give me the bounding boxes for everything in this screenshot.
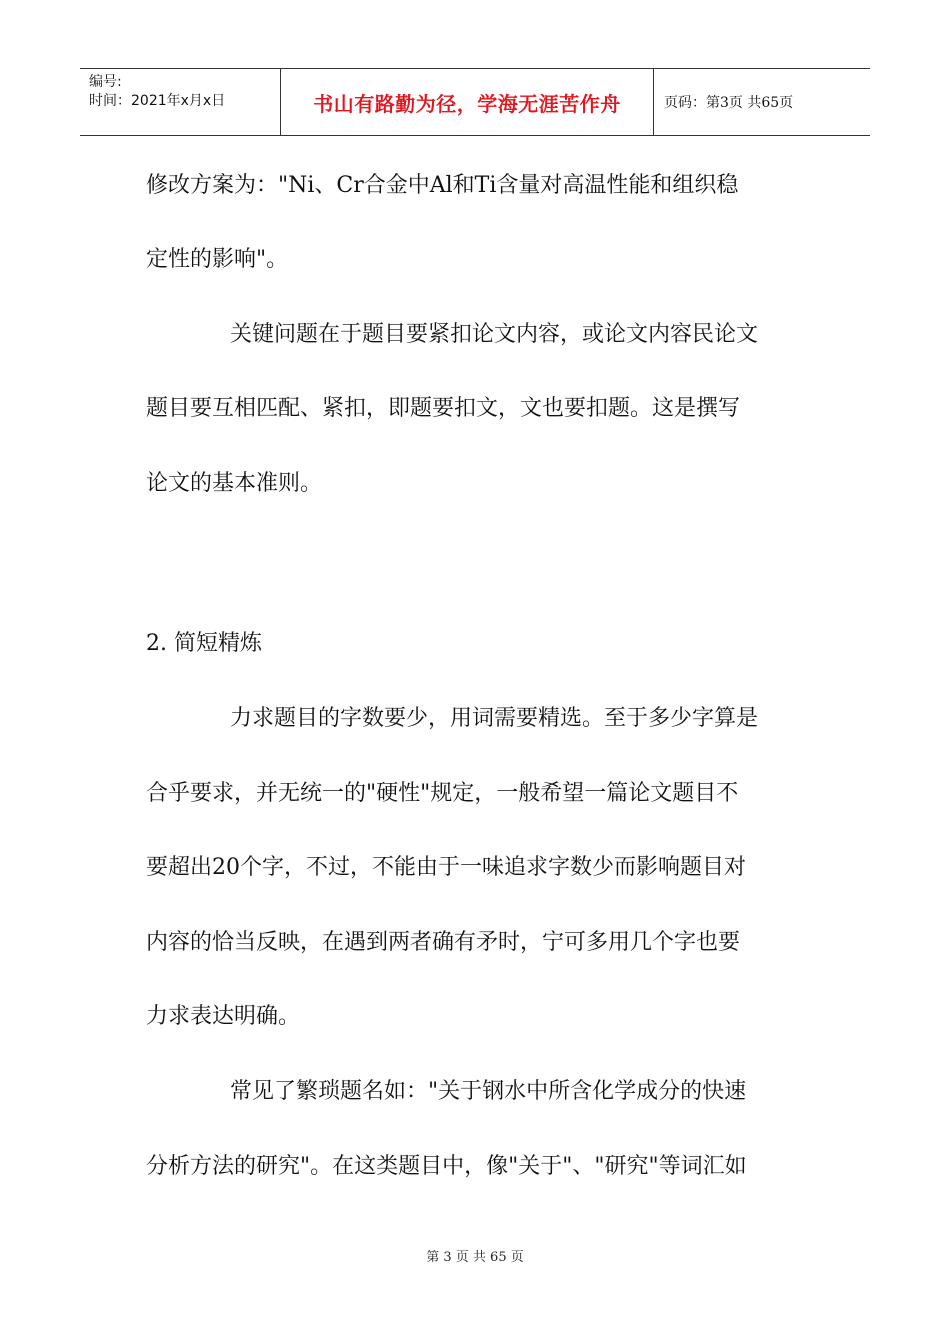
header-motto: 书山有路勤为径，学海无涯苦作舟 xyxy=(313,91,621,116)
body-line: 修改方案为："Ni、Cr合金中Al和Ti含量对高温性能和组织稳 xyxy=(146,173,739,198)
body-line: 关键问题在于题目要紧扣论文内容，或论文内容民论文 xyxy=(230,322,759,347)
body-line: 论文的基本准则。 xyxy=(146,471,323,496)
body-line: 分析方法的研究"。在这类题目中，像"关于"、"研究"等词汇如 xyxy=(146,1154,747,1179)
header-page-info-cell xyxy=(654,69,870,135)
document-number-label: 编号: xyxy=(89,74,122,90)
header-page-info: 页码：第3页 共65页 xyxy=(664,95,794,111)
body-line: 常见了繁琐题名如："关于钢水中所含化学成分的快速 xyxy=(230,1079,747,1104)
body-line: 力求题目的字数要少，用词需要精选。至于多少字算是 xyxy=(230,706,759,731)
body-line: 合乎要求，并无统一的"硬性"规定，一般希望一篇论文题目不 xyxy=(146,781,739,806)
section-heading: 2. 简短精炼 xyxy=(146,631,262,656)
header-meta xyxy=(80,69,281,135)
body-line: 定性的影响"。 xyxy=(146,247,289,272)
page-footer: 第 3 页 共 65 页 xyxy=(426,1250,524,1265)
body-line: 力求表达明确。 xyxy=(146,1004,301,1029)
document-time-label: 时间：2021年x月x日 xyxy=(89,93,226,109)
page-header xyxy=(80,68,870,136)
header-motto-cell xyxy=(281,69,654,135)
body-line: 题目要互相匹配、紧扣，即题要扣文，文也要扣题。这是撰写 xyxy=(146,396,741,421)
body-line: 内容的恰当反映，在遇到两者确有矛时，宁可多用几个字也要 xyxy=(146,930,741,955)
body-line: 要超出20个字，不过，不能由于一味追求字数少而影响题目对 xyxy=(146,855,746,880)
